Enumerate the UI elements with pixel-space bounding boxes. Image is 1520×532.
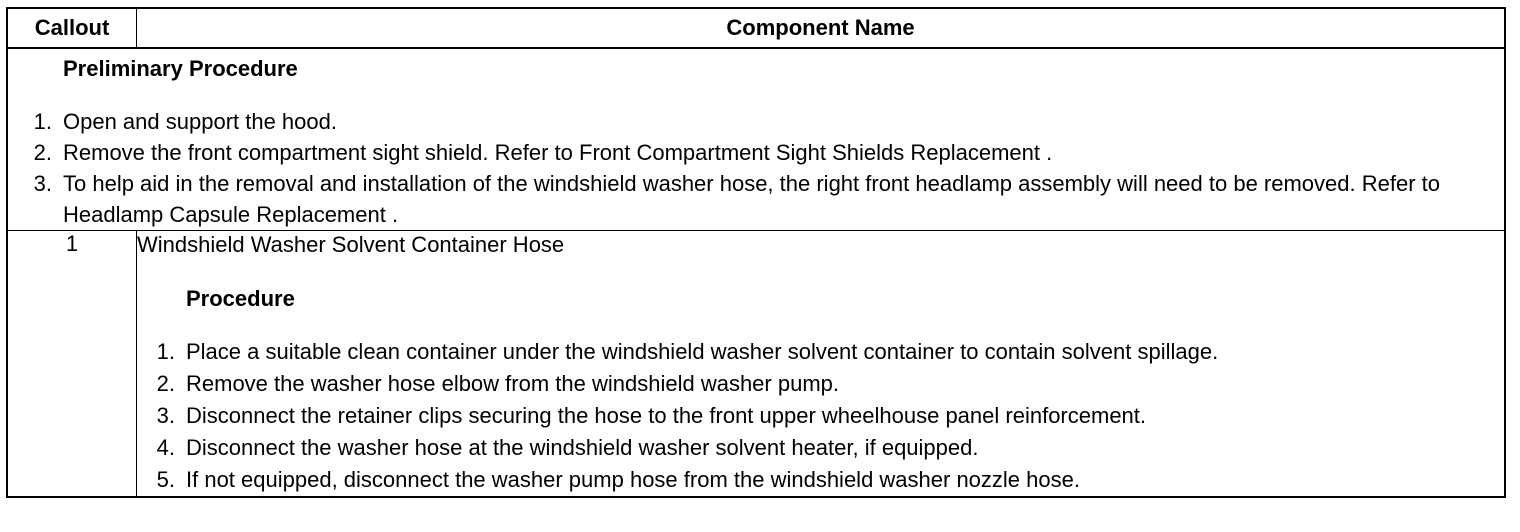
step-number: 2. <box>33 140 52 165</box>
preliminary-step <box>33 168 1504 230</box>
procedure-title: Procedure <box>186 286 295 311</box>
step-text: Remove the front compartment sight shield. Refer to Front Compartment Sight Shields Replacement . <box>63 140 1053 165</box>
callout-cell: 1 <box>7 231 137 498</box>
table-row <box>7 231 1505 498</box>
step-text: Disconnect the washer hose at the windshield washer solvent heater, if equipped. <box>186 435 979 460</box>
step-number: 4. <box>156 435 175 460</box>
preliminary-row <box>7 48 1505 231</box>
step-number: 3. <box>156 403 175 428</box>
procedure-step <box>156 400 1504 432</box>
step-text: Disconnect the retainer clips securing the hose to the front upper wheelhouse panel reinforcement. <box>186 403 1147 428</box>
preliminary-title: Preliminary Procedure <box>63 56 298 81</box>
step-text: To help aid in the removal and installation of the windshield washer hose, the right front headlamp assembly will need to be removed. Refer to Headlamp Capsule Replacement . <box>63 171 1440 227</box>
procedure-step <box>156 336 1504 368</box>
step-text: If not equipped, disconnect the washer pump hose from the windshield washer nozzle hose. <box>186 467 1080 492</box>
step-number: 2. <box>156 371 175 396</box>
step-text: Open and support the hood. <box>63 109 337 134</box>
preliminary-steps <box>8 106 1504 230</box>
component-cell <box>137 231 1506 498</box>
step-number: 1. <box>156 339 175 364</box>
procedure-step <box>156 368 1504 400</box>
procedure-table <box>6 7 1506 498</box>
step-number: 1. <box>33 109 52 134</box>
preliminary-cell <box>7 48 1505 231</box>
component-steps <box>137 336 1504 496</box>
step-text: Place a suitable clean container under the windshield washer solvent container to contain solvent spillage. <box>186 339 1219 364</box>
preliminary-step <box>33 137 1504 168</box>
step-number: 5. <box>156 467 175 492</box>
step-text: Remove the washer hose elbow from the windshield washer pump. <box>186 371 839 396</box>
callout-header: Callout <box>7 8 137 48</box>
procedure-step <box>156 464 1504 496</box>
header-row <box>7 8 1505 48</box>
preliminary-step <box>33 106 1504 137</box>
component-name: Windshield Washer Solvent Container Hose <box>137 232 565 257</box>
component-name-header: Component Name <box>137 8 1506 48</box>
step-number: 3. <box>33 171 52 196</box>
procedure-step <box>156 432 1504 464</box>
